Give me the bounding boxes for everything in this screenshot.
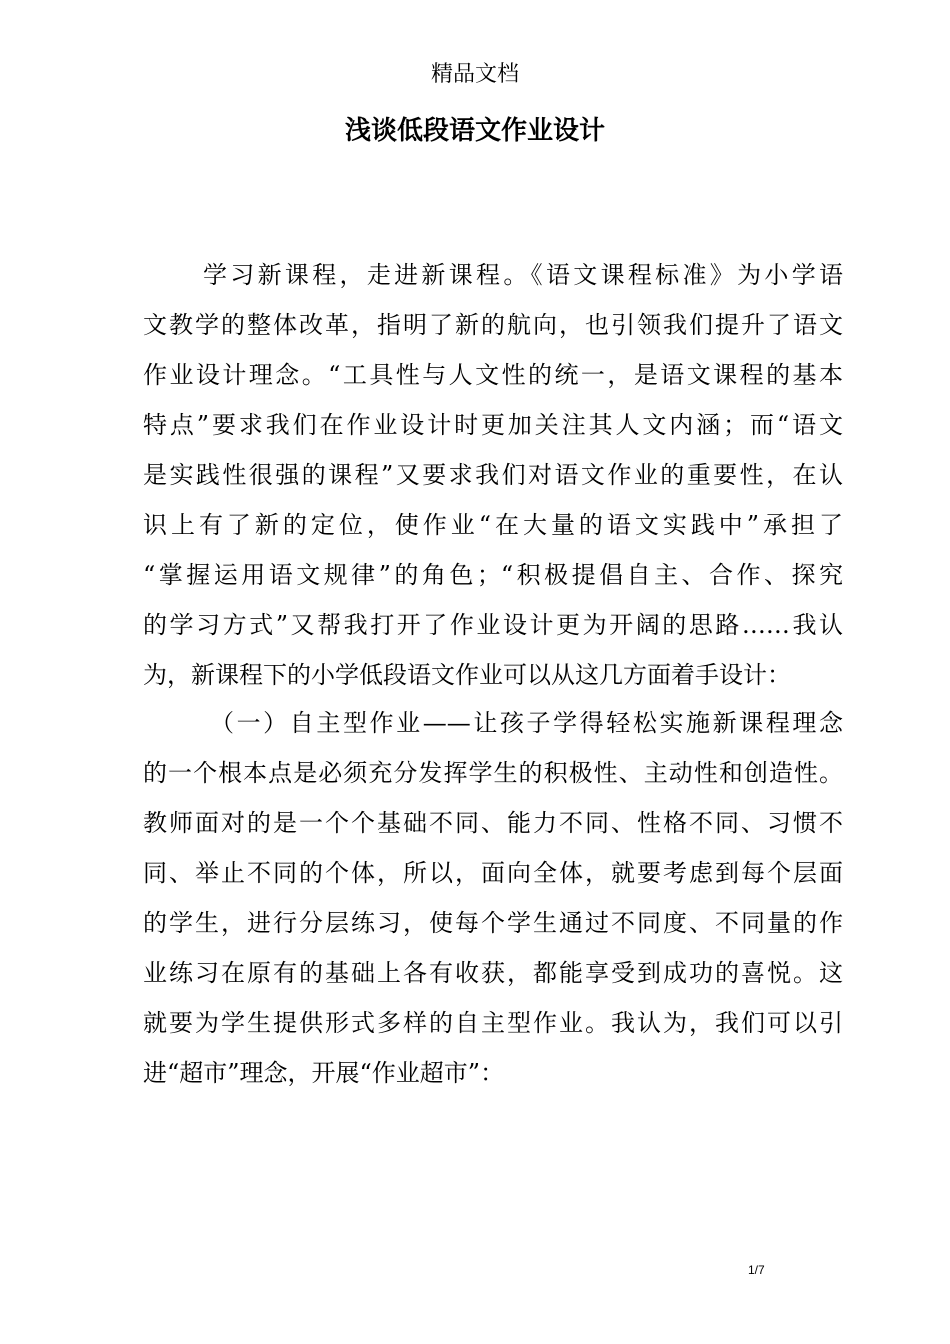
page-number: 1/7 xyxy=(748,1263,765,1277)
paragraph-line: 就要为学生提供形式多样的自主型作业。我认为，我们可以引 xyxy=(143,1009,843,1037)
paragraph-line: 的学生，进行分层练习，使每个学生通过不同度、不同量的作 xyxy=(143,909,843,937)
paragraph-line: 作业设计理念。“工具性与人文性的统一，是语文课程的基本 xyxy=(143,361,843,389)
paragraph-line: 学习新课程，走进新课程。《语文课程标准》为小学语 xyxy=(203,261,843,289)
paragraph-line: 识上有了新的定位，使作业“在大量的语文实践中”承担了 xyxy=(143,511,843,539)
paragraph-line: 为，新课程下的小学低段语文作业可以从这几方面着手设计： xyxy=(143,661,791,689)
paragraph-line: 进“超市”理念，开展“作业超市”： xyxy=(143,1059,505,1087)
paragraph-line: 文教学的整体改革，指明了新的航向，也引领我们提升了语文 xyxy=(143,311,843,339)
paragraph-line: 是实践性很强的课程”又要求我们对语文作业的重要性，在认 xyxy=(143,461,843,489)
paragraph-line: 同、举止不同的个体，所以，面向全体，就要考虑到每个层面 xyxy=(143,859,843,887)
paragraph-line: 特点”要求我们在作业设计时更加关注其人文内涵；而“语文 xyxy=(143,411,843,439)
section-heading-line: （一）自主型作业——让孩子学得轻松实施新课程理念 xyxy=(210,709,843,737)
paragraph-line: 教师面对的是一个个基础不同、能力不同、性格不同、习惯不 xyxy=(143,809,843,837)
document-title: 浅谈低段语文作业设计 xyxy=(344,116,605,146)
page-header: 精品文档 xyxy=(430,62,519,87)
paragraph-line: 的学习方式”又帮我打开了作业设计更为开阔的思路……我认 xyxy=(143,611,843,639)
paragraph-line: 业练习在原有的基础上各有收获，都能享受到成功的喜悦。这 xyxy=(143,959,843,987)
paragraph-line: “掌握运用语文规律”的角色；“积极提倡自主、合作、探究 xyxy=(143,561,843,589)
paragraph-line: 的一个根本点是必须充分发挥学生的积极性、主动性和创造性。 xyxy=(143,759,843,787)
